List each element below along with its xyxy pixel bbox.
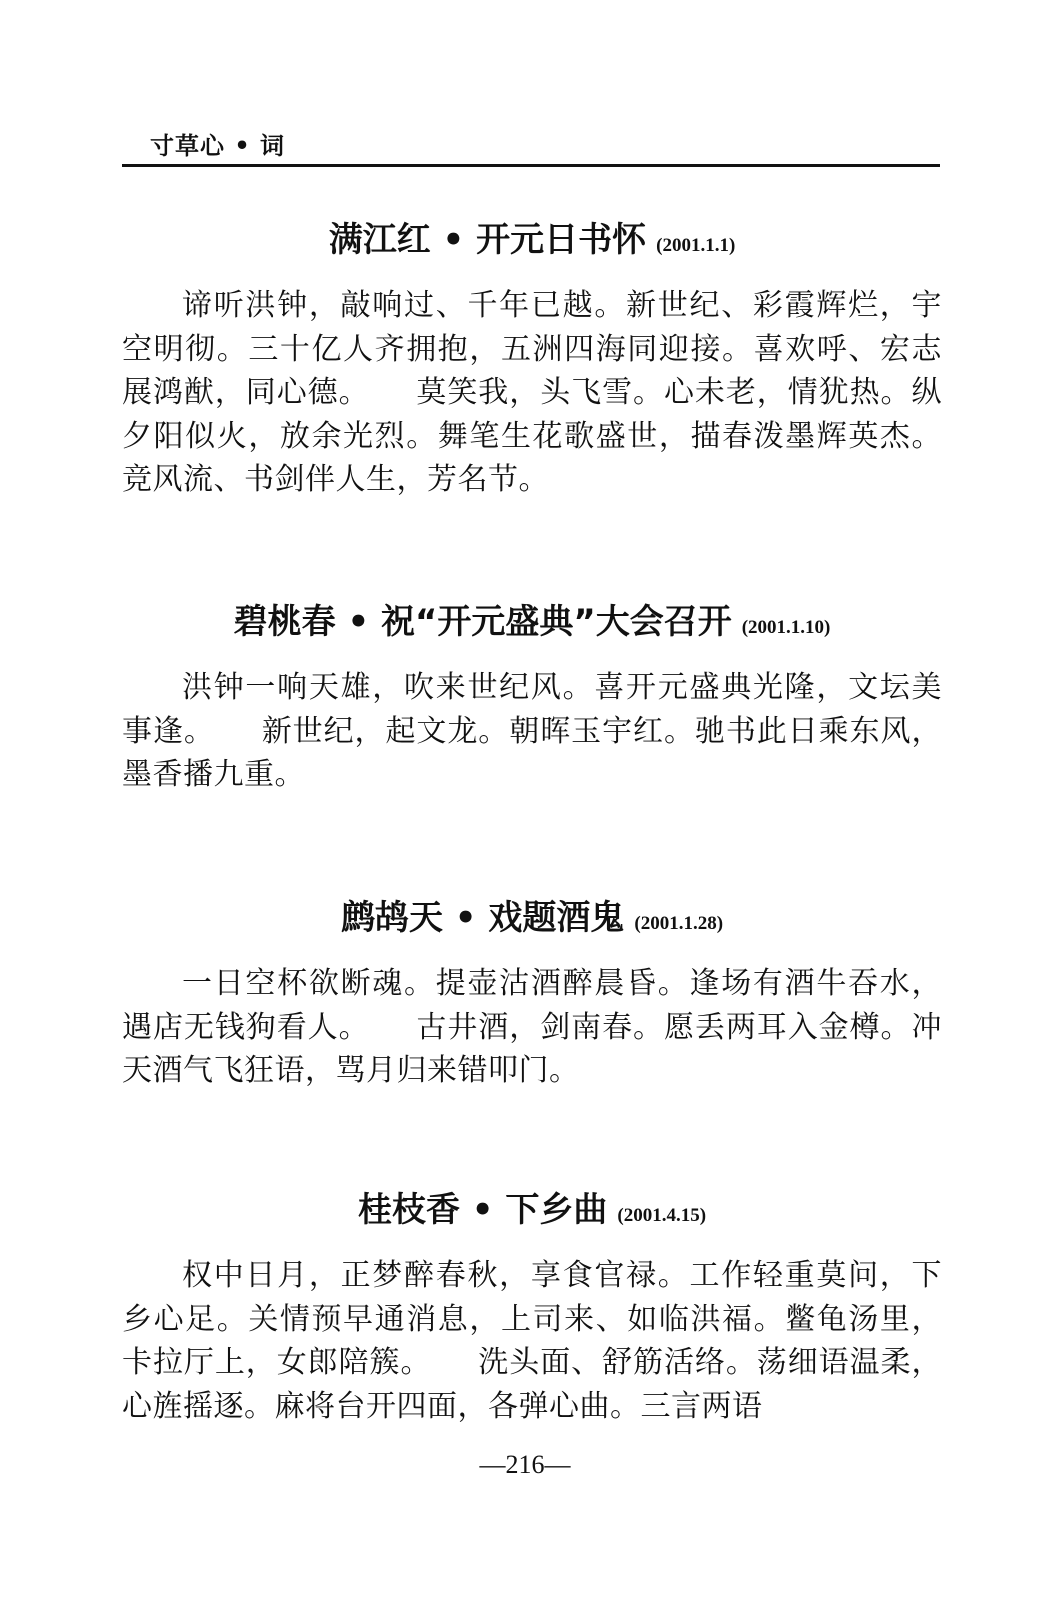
poem-title [122,600,942,650]
poem-date: (2001.4.15) [617,1205,707,1226]
poem-manjianghong [122,218,942,502]
poem-body: 洪钟一响天雄，吹来世纪风。喜开元盛典光隆，文坛美事逢。 新世纪，起文龙。朝晖玉宇红。驰书此日乘东风，墨香播九重。 [122,670,942,792]
poem-title-text: 鹧鸪天 • 戏题酒鬼 [340,898,625,938]
page-number: —216— [479,1450,571,1479]
poem-title [122,1188,942,1238]
poem-title-text: 碧桃春 • 祝“开元盛典”大会召开 [233,602,732,642]
poem-zhegutian [122,896,942,1093]
running-header [122,124,940,167]
poem-title-text: 桂枝香 • 下乡曲 [357,1190,608,1230]
running-title: 寸草心 • 词 [150,131,286,160]
poem-title [122,896,942,946]
poem-title-text: 满江红 • 开元日书怀 [328,220,647,260]
poem-bitaochun [122,600,942,797]
poem-guizhixiang [122,1188,942,1428]
poem-date: (2001.1.28) [634,913,724,934]
poem-body: 一日空杯欲断魂。提壶沽酒醉晨昏。逢场有酒牛吞水，遇店无钱狗看人。 古井酒，剑南春。愿丢两耳入金樽。冲天酒气飞狂语，骂月归来错叩门。 [122,966,942,1088]
poem-date: (2001.1.1) [656,235,736,256]
poem-date: (2001.1.10) [741,617,831,638]
poem-body: 权中日月，正梦醉春秋，享食官禄。工作轻重莫问，下乡心足。关情预早通消息，上司来、如临洪福。鳖龟汤里，卡拉厅上，女郎陪簇。 洗头面、舒筋活络。荡细语温柔，心旌摇逐。麻将台开四面，各弹心曲。三言两语 [122,1258,942,1424]
poem-body: 谛听洪钟，敲响过、千年已越。新世纪、彩霞辉烂，宇空明彻。三十亿人齐拥抱，五洲四海同迎接。喜欢呼、宏志展鸿猷，同心德。 莫笑我，头飞雪。心未老，情犹热。纵夕阳似火，放余光烈。舞笔生花歌盛世，描春泼墨辉英杰。竞风流、书剑伴人生，芳名节。 [122,288,942,497]
poem-title [122,218,942,268]
